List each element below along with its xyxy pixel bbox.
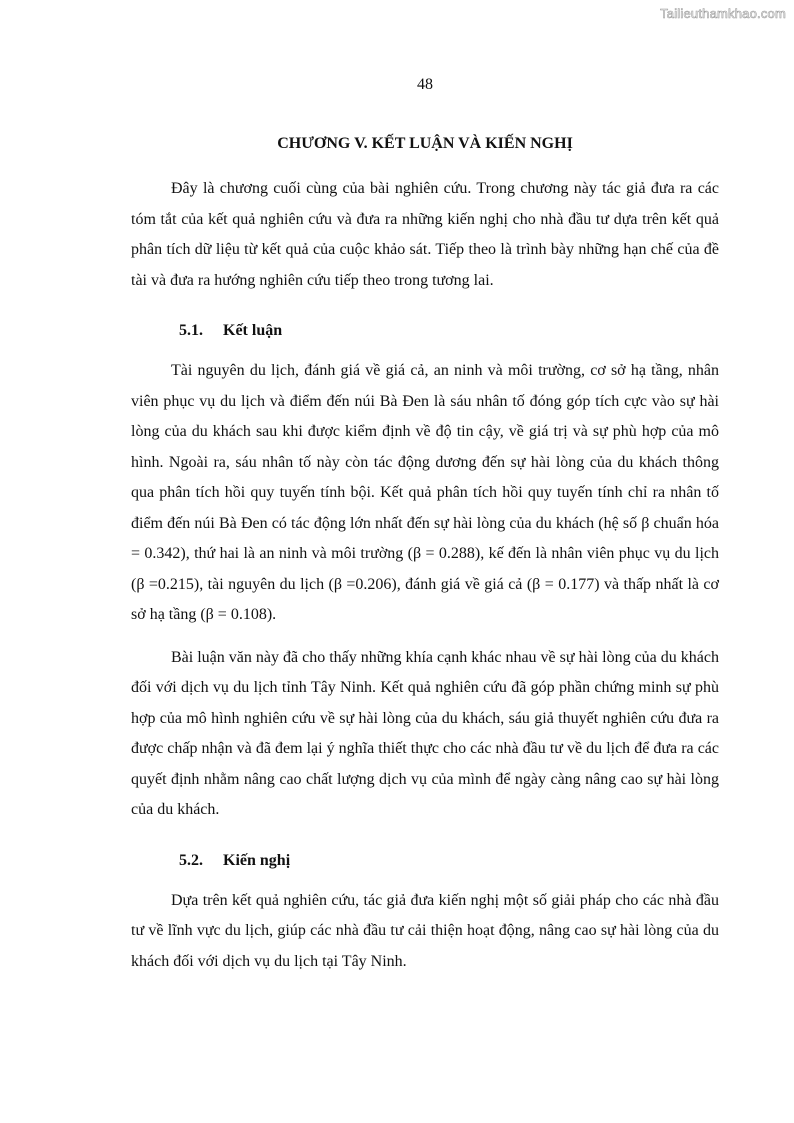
section-number: 5.2. [179, 851, 203, 869]
document-body [131, 131, 719, 977]
recommendation-paragraph-1: Dựa trên kết quả nghiên cứu, tác giả đưa kiến nghị một số giải pháp cho các nhà đầu tư về lĩnh vực du lịch, giúp các nhà đầu tư cải thiện hoạt động, nâng cao sự hài lòng của du khách đối với dịch vụ du lịch tại Tây Ninh. [131, 891, 719, 970]
section-number: 5.1. [179, 322, 203, 339]
section-title: Kiến nghị [223, 851, 291, 869]
chapter-title: CHƯƠNG V. KẾT LUẬN VÀ KIẾN NGHỊ [277, 135, 573, 152]
conclusion-paragraph-1: Tài nguyên du lịch, đánh giá về giá cả, an ninh và môi trường, cơ sở hạ tầng, nhân viên phục vụ du lịch và điểm đến núi Bà Đen là sáu nhân tố đóng góp tích cực vào sự hài lòng của du khách sau khi được kiểm định về độ tin cậy, về giá trị và sự phù hợp của mô hình. Ngoài ra, sáu nhân tố này còn tác động dương đến sự hài lòng của du khách thông qua phân tích hồi quy tuyến tính bội. Kết quả phân tích hồi quy tuyến tính chỉ ra nhân tố điểm đến núi Bà Đen có tác động lớn nhất đến sự hài lòng của du khách (hệ số β chuẩn hóa = 0.342), thứ hai là an ninh và môi trường (β = 0.288), kế đến là nhân viên phục vụ du lịch (β =0.215), tài nguyên du lịch (β =0.206), đánh giá về giá cả (β = 0.177) và thấp nhất là cơ sở hạ tầng (β = 0.108). [131, 362, 719, 623]
watermark: Tailieuthamkhao.com [660, 6, 786, 21]
section-heading-recommendation [179, 848, 719, 874]
page-number: 48 [417, 76, 433, 93]
intro-paragraph: Đây là chương cuối cùng của bài nghiên cứu. Trong chương này tác giả đưa ra các tóm tắt của kết quả nghiên cứu và đưa ra những kiến nghị cho nhà đầu tư dựa trên kết quả phân tích dữ liệu từ kết quả của cuộc khảo sát. Tiếp theo là trình bày những hạn chế của đề tài và đưa ra hướng nghiên cứu tiếp theo trong tương lai. [131, 180, 719, 289]
section-title: Kết luận [223, 322, 283, 339]
conclusion-paragraph-2: Bài luận văn này đã cho thấy những khía cạnh khác nhau về sự hài lòng của du khách đối với dịch vụ du lịch tỉnh Tây Ninh. Kết quả nghiên cứu đã góp phần chứng minh sự phù hợp của mô hình nghiên cứu về sự hài lòng của du khách, sáu giả thuyết nghiên cứu đưa ra được chấp nhận và đã đem lại ý nghĩa thiết thực cho các nhà đầu tư về du lịch để đưa ra các quyết định nhằm nâng cao chất lượng dịch vụ của mình để ngày càng nâng cao sự hài lòng của du khách. [131, 648, 719, 818]
section-heading-conclusion [179, 318, 719, 344]
